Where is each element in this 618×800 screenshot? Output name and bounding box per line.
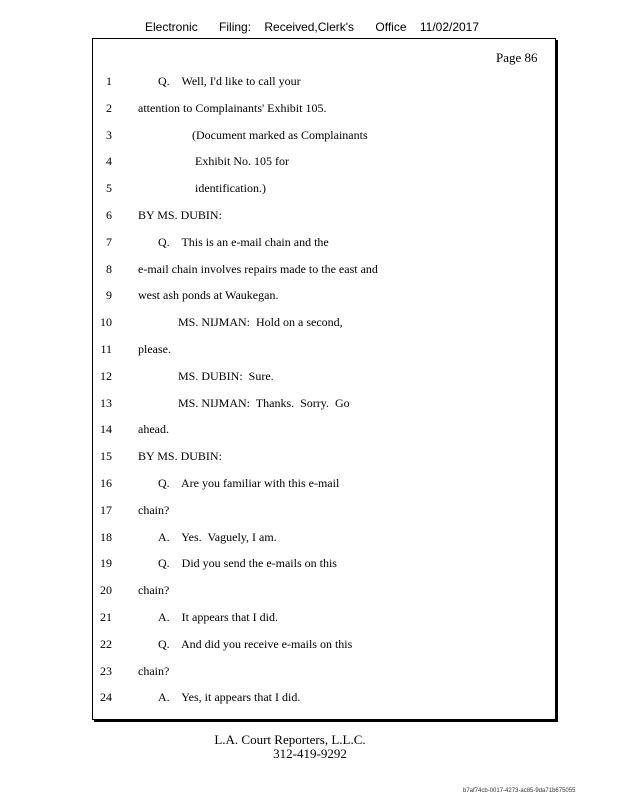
line-number: 17 [100, 502, 112, 517]
line-number: 6 [106, 208, 112, 222]
line-number: 4 [106, 154, 112, 169]
line-text: ahead. [138, 422, 169, 437]
line-number: 9 [106, 288, 112, 303]
line-number: 11 [100, 342, 112, 356]
line-text: A. It appears that I did. [158, 610, 278, 624]
line-text: MS. DUBIN: Sure. [178, 368, 274, 383]
line-text: Q. Did you send the e-mails on this [158, 556, 337, 571]
line-number: 23 [100, 663, 112, 678]
stamp-electronic: Electronic [145, 20, 198, 34]
line-text: Exhibit No. 105 for [195, 154, 289, 169]
line-text: identification.) [195, 181, 266, 196]
line-number: 12 [100, 368, 112, 383]
line-number: 8 [106, 261, 112, 276]
line-number: 18 [100, 529, 112, 544]
reporter-phone: 312-419-9292 [273, 746, 347, 761]
document-hash: b7af74cb-0017-4273-ac85-9da71b675055 [463, 788, 576, 794]
stamp-office: Office [375, 20, 407, 34]
filing-stamp [145, 20, 479, 34]
line-text: Q. Are you familiar with this e-mail [158, 476, 340, 490]
line-text: A. Yes, it appears that I did. [158, 690, 301, 705]
line-number: 13 [100, 395, 112, 410]
line-text: chain? [138, 502, 170, 517]
stamp-date: 11/02/2017 [419, 20, 480, 34]
line-number: 1 [106, 74, 112, 88]
line-number: 21 [100, 610, 112, 624]
line-text: MS. NIJMAN: Thanks. Sorry. Go [178, 395, 350, 410]
line-text: e-mail chain involves repairs made to the east and [138, 261, 378, 276]
line-number: 2 [106, 100, 112, 115]
line-text: MS. NIJMAN: Hold on a second, [178, 315, 343, 330]
line-number: 20 [100, 583, 112, 598]
line-text: Q. This is an e-mail chain and the [158, 234, 329, 249]
line-number: 22 [100, 636, 112, 651]
line-text: west ash ponds at Waukegan. [138, 288, 279, 303]
footer [0, 733, 580, 761]
stamp-received-clerks: Received,Clerk's [264, 20, 355, 34]
line-text: Q. And did you receive e-mails on this [158, 636, 353, 651]
line-text: (Document marked as Complainants [192, 127, 368, 142]
line-text: BY MS. DUBIN: [138, 449, 222, 464]
line-number: 14 [100, 422, 112, 437]
line-text: chain? [138, 663, 170, 678]
line-number: 10 [100, 315, 112, 330]
line-text: A. Yes. Vaguely, I am. [158, 529, 277, 544]
stamp-filing: Filing: [219, 20, 252, 34]
line-number: 19 [100, 556, 112, 571]
line-text: please. [138, 342, 171, 356]
line-text: attention to Complainants' Exhibit 105. [138, 100, 327, 115]
line-text: chain? [138, 583, 170, 598]
line-number: 7 [106, 234, 112, 249]
line-number: 24 [100, 690, 112, 705]
line-number: 16 [100, 476, 112, 490]
line-number: 15 [100, 449, 112, 464]
reporter-company: L.A. Court Reporters, L.L.C. [214, 732, 366, 747]
line-number: 5 [106, 181, 112, 196]
line-text: BY MS. DUBIN: [138, 208, 222, 222]
line-number: 3 [106, 127, 112, 142]
page-number: Page 86 [496, 50, 538, 65]
line-text: Q. Well, I'd like to call your [158, 74, 301, 88]
